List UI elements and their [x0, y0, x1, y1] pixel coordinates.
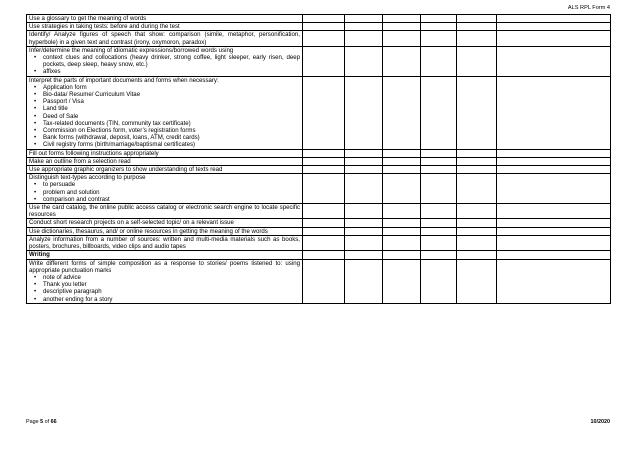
competency-text: Write different forms of simple composition as a response to stories/ poems listened to: using appropriate punctuation marks — [29, 259, 300, 274]
rating-cell — [383, 219, 421, 227]
competency-cell — [27, 219, 303, 227]
form-label: ALS RPL Form 4 — [567, 5, 610, 11]
rating-cell — [303, 149, 345, 157]
rating-cell — [383, 227, 421, 235]
rating-cell — [345, 174, 383, 204]
rating-cell — [457, 174, 497, 204]
rating-cell — [303, 76, 345, 149]
rating-cell — [345, 15, 383, 23]
rating-cell — [497, 235, 611, 250]
rating-cell — [383, 166, 421, 174]
competency-table — [26, 14, 611, 304]
bullet-item: • Deed of Sale — [43, 113, 300, 120]
bullet-item: • problem and solution — [43, 189, 300, 196]
rating-cell — [497, 174, 611, 204]
table-row — [27, 204, 611, 219]
competency-cell — [27, 174, 303, 204]
rating-cell — [421, 251, 457, 259]
bullet-item: • note of advice — [43, 274, 300, 281]
table-row — [27, 166, 611, 174]
table-row — [27, 31, 611, 46]
rating-cell — [303, 46, 345, 76]
bullet-list — [29, 54, 300, 76]
table-row — [27, 219, 611, 227]
rating-cell — [345, 259, 383, 303]
competency-text: Use a glossary to get the meaning of words — [29, 15, 147, 22]
rating-cell — [303, 204, 345, 219]
rating-cell — [345, 31, 383, 46]
table-row — [27, 235, 611, 250]
bullet-item: • descriptive paragraph — [43, 288, 300, 295]
rating-cell — [345, 219, 383, 227]
bullet-item: • Land title — [43, 105, 300, 112]
bullet-item: • another ending for a story — [43, 296, 300, 303]
table-row — [27, 259, 611, 303]
rating-cell — [457, 219, 497, 227]
rating-cell — [345, 166, 383, 174]
table-row — [27, 149, 611, 157]
rating-cell — [345, 23, 383, 31]
rating-cell — [457, 76, 497, 149]
page-indicator: Page 5 of 66 — [26, 419, 57, 425]
rating-cell — [421, 46, 457, 76]
rating-cell — [383, 157, 421, 165]
rating-cell — [497, 157, 611, 165]
rating-cell — [421, 76, 457, 149]
rating-cell — [421, 204, 457, 219]
rating-cell — [383, 204, 421, 219]
competency-cell — [27, 23, 303, 31]
rating-cell — [457, 157, 497, 165]
rating-cell — [383, 251, 421, 259]
competency-text: Conduct short research projects on a self-selected topic/ on a relevant issue — [29, 219, 234, 227]
rating-cell — [383, 31, 421, 46]
rating-cell — [383, 23, 421, 31]
rating-cell — [345, 235, 383, 250]
competency-cell — [27, 166, 303, 174]
rating-cell — [457, 15, 497, 23]
rating-cell — [345, 157, 383, 165]
rating-cell — [383, 174, 421, 204]
competency-cell — [27, 15, 303, 23]
rating-cell — [421, 235, 457, 250]
table-row — [27, 157, 611, 165]
competency-text: Use dictionaries, thesaurus, and/ or online resources in getting the meaning of the words — [29, 227, 268, 235]
rating-cell — [303, 251, 345, 259]
competency-text: Use strategies in taking tests: before and during the test — [29, 23, 180, 31]
bullet-item: • affixes — [43, 68, 300, 75]
rating-cell — [421, 31, 457, 46]
rating-cell — [497, 166, 611, 174]
bullet-item: • to persuade — [43, 181, 300, 188]
competency-cell — [27, 46, 303, 76]
rating-cell — [345, 76, 383, 149]
rating-cell — [345, 149, 383, 157]
competency-cell — [27, 31, 303, 46]
rating-cell — [497, 46, 611, 76]
rating-cell — [383, 235, 421, 250]
competency-text: Distinguish text-types according to purpose — [29, 174, 146, 182]
rating-cell — [303, 166, 345, 174]
competency-cell — [27, 76, 303, 149]
competency-cell — [27, 259, 303, 303]
competency-cell — [27, 149, 303, 157]
competency-text: Interpret the parts of important documents and forms when necessary: — [29, 76, 219, 84]
rating-cell — [421, 23, 457, 31]
rating-cell — [303, 235, 345, 250]
bullet-item: • Commission on Elections form, voter’s registration forms — [43, 127, 300, 134]
rating-cell — [303, 259, 345, 303]
rating-cell — [497, 23, 611, 31]
rating-cell — [497, 204, 611, 219]
rating-cell — [345, 227, 383, 235]
rating-cell — [421, 15, 457, 23]
table-row — [27, 15, 611, 23]
rating-cell — [421, 259, 457, 303]
bullet-item: • Civil registry forms (birth/marriage/baptismal certificates) — [43, 141, 300, 148]
competency-cell — [27, 227, 303, 235]
table-row — [27, 227, 611, 235]
rating-cell — [457, 149, 497, 157]
table-row — [27, 23, 611, 31]
table-row — [27, 46, 611, 76]
rating-cell — [383, 259, 421, 303]
rating-cell — [383, 149, 421, 157]
rating-cell — [457, 31, 497, 46]
rating-cell — [345, 204, 383, 219]
rating-cell — [383, 15, 421, 23]
bullet-item: • Passport / Visa — [43, 98, 300, 105]
rating-cell — [497, 227, 611, 235]
bullet-list — [29, 274, 300, 303]
table-row — [27, 174, 611, 204]
competency-text: Use the card catalog, the online public access catalog or electronic search engine to locate specific resources — [29, 204, 300, 219]
rating-cell — [303, 174, 345, 204]
rating-cell — [457, 46, 497, 76]
competency-cell — [27, 157, 303, 165]
competency-text: Use appropriate graphic organizers to show understanding of texts read — [29, 166, 223, 174]
section-row — [27, 251, 611, 259]
rating-cell — [421, 166, 457, 174]
table-row — [27, 76, 611, 149]
bullet-item: • Bank forms (withdrawal, deposit, loans, ATM, credit cards) — [43, 134, 300, 141]
bullet-item: • context clues and collocations (heavy drinker, strong coffee, light sleeper, early risen, deep pockets, deep sleep, heavy snow, etc.) — [43, 54, 300, 68]
bullet-list — [29, 181, 300, 203]
bullet-item: • Bio-data/ Resume/ Curriculum Vitae — [43, 91, 300, 98]
bullet-item: • comparison and contrast — [43, 196, 300, 203]
rating-cell — [383, 46, 421, 76]
rating-cell — [303, 31, 345, 46]
section-title: Writing — [27, 251, 303, 259]
rating-cell — [457, 227, 497, 235]
competency-text: Fill out forms following instructions appropriately — [29, 149, 159, 157]
rating-cell — [303, 23, 345, 31]
rating-cell — [457, 259, 497, 303]
bullet-list — [29, 84, 300, 149]
rating-cell — [457, 235, 497, 250]
rating-cell — [421, 227, 457, 235]
rating-cell — [457, 166, 497, 174]
rating-cell — [497, 76, 611, 149]
rating-cell — [457, 23, 497, 31]
rating-cell — [421, 174, 457, 204]
rating-cell — [497, 15, 611, 23]
competency-text: Identify/ Analyze figures of speech that show: comparison (simile, metaphor, personification, hyperbole) in a given text and contrast (irony, oxymoron, paradox) — [29, 31, 300, 46]
rating-cell — [345, 251, 383, 259]
footer-date: 10/2020 — [590, 419, 610, 425]
bullet-item: • Application form — [43, 84, 300, 91]
bullet-item: • Tax-related documents (TIN, community tax certificate) — [43, 120, 300, 127]
rating-cell — [421, 157, 457, 165]
rating-cell — [497, 259, 611, 303]
competency-text: Make an outline from a selection read — [29, 157, 131, 165]
rating-cell — [303, 219, 345, 227]
competency-table-body — [27, 15, 611, 304]
rating-cell — [421, 219, 457, 227]
rating-cell — [457, 251, 497, 259]
rating-cell — [303, 157, 345, 165]
competency-cell — [27, 204, 303, 219]
rating-cell — [345, 46, 383, 76]
rating-cell — [497, 31, 611, 46]
rating-cell — [421, 149, 457, 157]
rating-cell — [497, 219, 611, 227]
bullet-item: • Thank you letter — [43, 281, 300, 288]
competency-text: Analyze information from a number of sources: written and multi-media materials such as books, posters, brochures, billboards, video clips and audio tapes — [29, 235, 300, 251]
competency-cell — [27, 235, 303, 250]
competency-text: Infer/determine the meaning of idiomatic expressions/borrowed words using — [29, 46, 234, 54]
rating-cell — [457, 204, 497, 219]
rating-cell — [497, 251, 611, 259]
rating-cell — [383, 76, 421, 149]
rating-cell — [303, 227, 345, 235]
rating-cell — [303, 15, 345, 23]
rating-cell — [497, 149, 611, 157]
